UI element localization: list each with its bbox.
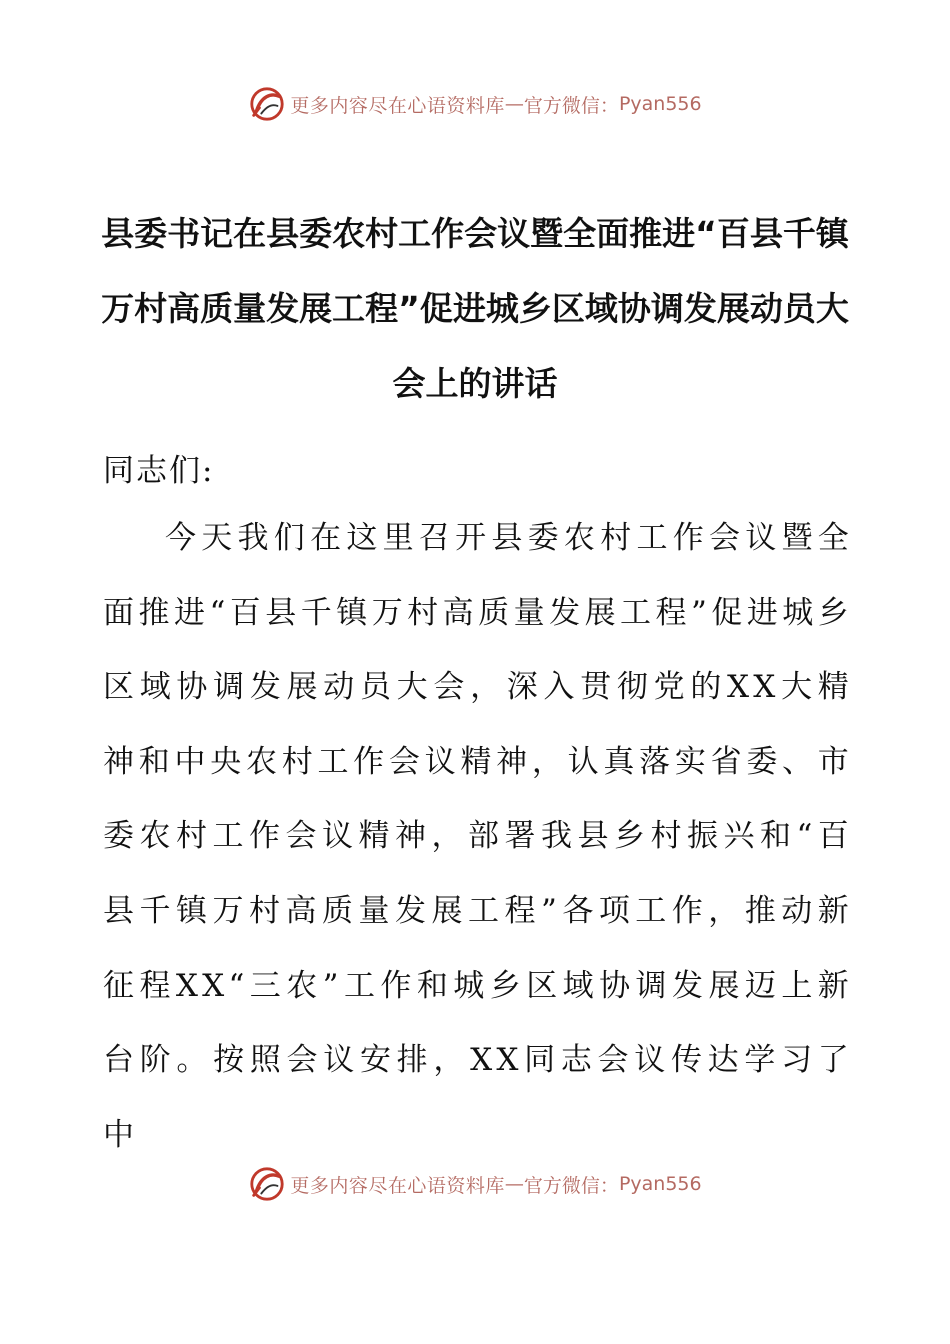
speech-title: 县委书记在县委农村工作会议暨全面推进“百县千镇万村高质量发展工程”促进城乡区域协调发展动员大会上的讲话 xyxy=(101,214,849,403)
salutation: 同志们: xyxy=(103,453,215,489)
banner-wechat-label: 官方微信： xyxy=(523,1174,619,1197)
banner-separator: — xyxy=(504,93,524,115)
header-banner xyxy=(0,82,950,126)
brand-logo-icon xyxy=(248,85,286,123)
banner-site-text: 更多内容尽在心语资料库 xyxy=(290,94,505,117)
brand-logo-icon xyxy=(248,1165,286,1203)
banner-wechat-label: 官方微信： xyxy=(523,94,619,117)
footer-banner xyxy=(0,1162,950,1206)
banner-wechat-id: Pyan556 xyxy=(618,93,702,115)
banner-separator: — xyxy=(504,1173,524,1195)
banner-wechat-id: Pyan556 xyxy=(618,1173,702,1195)
banner-site-text: 更多内容尽在心语资料库 xyxy=(290,1174,505,1197)
body-paragraph: 今天我们在这里召开县委农村工作会议暨全面推进“百县千镇万村高质量发展工程”促进城乡区域协调发展动员大会，深入贯彻党的XX大精神和中央农村工作会议精神，认真落实省委、市委农村工作会议精神，部署我县乡村振兴和“百县千镇万村高质量发展工程”各项工作，推动新征程XX“三农”工作和城乡区域协调发展迈上新台阶。按照会议安排，XX同志会议传达学习了中 xyxy=(103,520,853,1153)
